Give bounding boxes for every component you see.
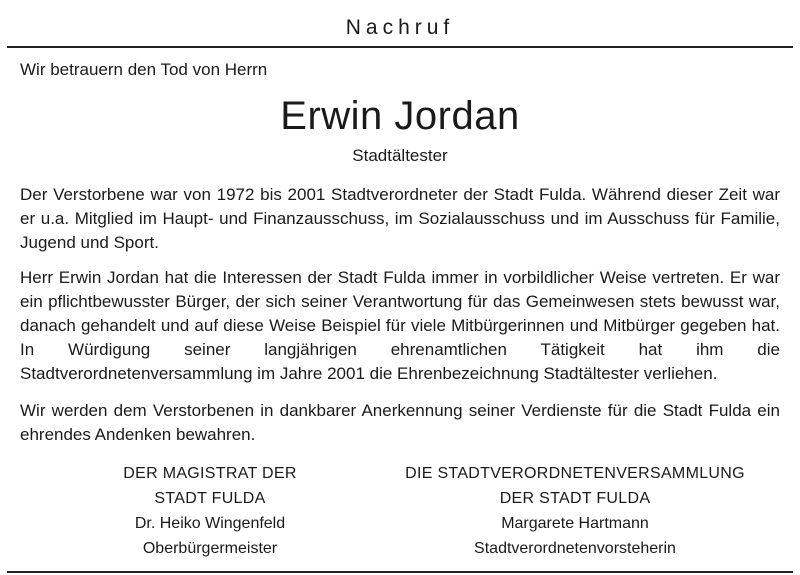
- signature-org-line: DIE STADTVERORDNETENVERSAMMLUNG: [405, 465, 745, 482]
- honorary-title: Stadtältester: [352, 146, 448, 165]
- intro-line: Wir betrauern den Tod von Herrn: [20, 60, 268, 79]
- signature-org-line: DER MAGISTRAT DER: [123, 465, 297, 482]
- signature-block-assembly: [380, 461, 770, 561]
- signature-org-line: DER STADT FULDA: [499, 490, 651, 507]
- bottom-divider: [7, 571, 793, 573]
- top-divider: [7, 46, 793, 48]
- paragraph-career: Der Verstorbene war von 1972 bis 2001 Stadtverordneter der Stadt Fulda. Während dieser Zeit war er u.a. Mitglied im Haupt- und Finanzausschuss, im Sozialausschuss und im Ausschuss für Familie, Jugend und Sport.: [20, 185, 780, 252]
- deceased-name: Erwin Jordan: [280, 94, 520, 138]
- paragraph-closing: Wir werden dem Verstorbenen in dankbarer Anerkennung seiner Verdienste für die Stadt Fulda ein ehrendes Andenken bewahren.: [20, 401, 780, 444]
- notice-heading: Nachruf: [345, 16, 455, 39]
- signature-org-line: STADT FULDA: [154, 490, 266, 507]
- signature-role: Stadtverordnetenvorsteherin: [474, 540, 676, 557]
- signature-person: Margarete Hartmann: [501, 515, 649, 532]
- signature-block-magistrat: [90, 461, 330, 561]
- paragraph-tribute: Herr Erwin Jordan hat die Interessen der Stadt Fulda immer in vorbildlicher Weise vertreten. Er war ein pflichtbewusster Bürger, der sich seiner Verantwortung für das Gemeinwesen stets bewusst war, danach gehandelt und auf diese Weise Beispiel für viele Mitbürgerinnen und Mitbürger gegeben hat. In Würdigung seiner langjährigen ehrenamtlichen Tätigkeit hat ihm die Stadtverordnetenversammlung im Jahre 2001 die Ehrenbezeichnung Stadtältester verliehen.: [20, 268, 780, 383]
- signature-role: Oberbürgermeister: [142, 540, 278, 557]
- signature-person: Dr. Heiko Wingenfeld: [134, 515, 286, 532]
